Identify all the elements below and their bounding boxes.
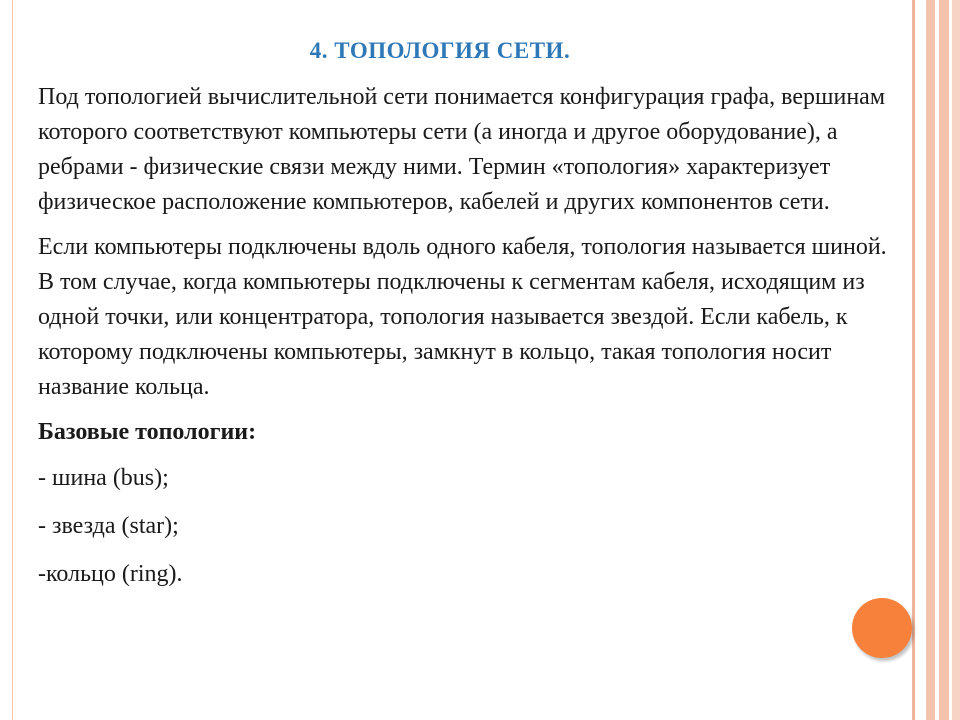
stripe (939, 0, 949, 720)
stripe (952, 0, 960, 720)
slide-content (38, 80, 908, 602)
list-item-bus: - шина (bus); (38, 465, 169, 491)
list-item-ring: -кольцо (ring). (38, 561, 183, 587)
slide-title: 4. ТОПОЛОГИЯ СЕТИ. (309, 38, 571, 63)
stripe (926, 0, 935, 720)
list-item-star: - звезда (star); (38, 513, 179, 539)
list-heading: Базовые топологии: (38, 419, 257, 445)
stripe (915, 0, 926, 720)
paragraph-topologies: Если компьютеры подключены вдоль одного кабеля, топология называется шиной. В том случае, когда компьютеры подключены к сегментам кабеля, исходящим из одной точки, или концентратора, топология называется звездой. Если кабель, к которому подключены компьютеры, замкнут в кольцо, такая топология носит название кольца. (38, 234, 887, 400)
orange-circle-icon (852, 598, 912, 658)
paragraph-definition: Под топологией вычислительной сети понимается конфигурация графа, вершинам которого соответствуют компьютеры сети (а иногда и другое оборудование), а ребрами - физические связи между ними. Термин «топология» характеризует физическое расположение компьютеров, кабелей и других компонентов сети. (38, 84, 886, 215)
decorative-side-stripes (912, 0, 960, 720)
